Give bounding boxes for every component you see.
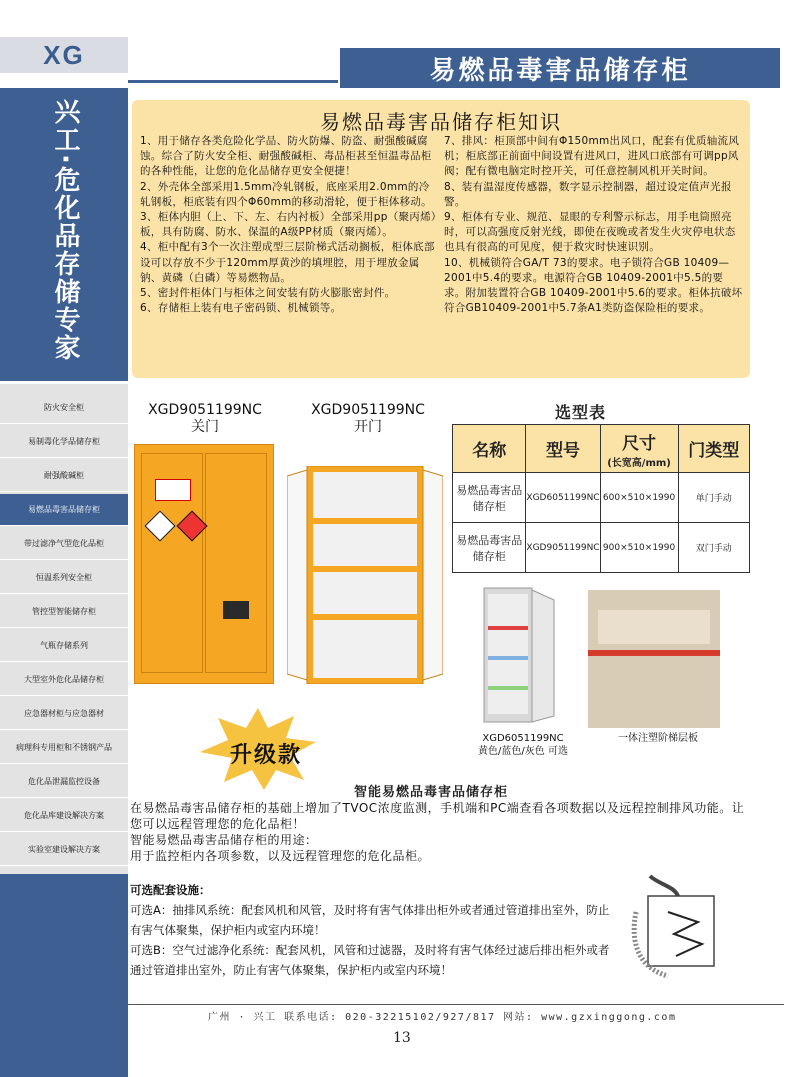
closed-model-label: [140, 402, 270, 436]
brand-logo: XG: [0, 37, 128, 73]
knowledge-right-text: 7、排风：柜顶部中间有Φ150mm出风口，配套有优质轴流风机；柜底部正前面中间设置有进风口，进风口底部有可调pp风阀；配有微电脑定时控开关，可任意控制风机开关时间。 8、装有温湿度传感器，数字显示控制器，超过设定值声光报警。 9、柜体有专业、规范、显眼的专利警示标志，用手电筒照亮时，可以高强度反射光线，即使在夜晚或者发生火灾停电状态也具有很高的可见度，便于救灾时快速识别。 10、机械锁符合GA/T 73的要求。电子锁符合GB 10409—2001中5.4的要求。电源符合GB 10409-2001中5.5的要求。附加装置符合GB 10409-2001中5.6的要求。柜体抗破坏符合GB10409-2001中5.7条A1类防盗保险柜的要求。: [444, 135, 743, 315]
electronic-lock-icon: [223, 601, 249, 619]
cell-name: 易燃品毒害品储存柜: [453, 473, 526, 523]
cell-model: XGD6051199NC: [526, 473, 600, 523]
shelf-edge: [588, 650, 720, 656]
open-state: 开门: [354, 419, 382, 435]
closed-model: XGD9051199NC: [148, 402, 262, 418]
table-row: [453, 523, 750, 573]
header-name: 名称: [453, 425, 526, 473]
option-b: 可选B：空气过滤净化系统：配套风机，风管和过滤器，及时将有害气体经过滤后排出柜外或者通过管道排出室外，防止有害气体聚集，保护柜内或室内环境！: [130, 943, 610, 977]
shelf-caption: 一体注塑阶梯层板: [618, 733, 698, 744]
sidebar-item-thermostat[interactable]: 恒温系列安全柜: [0, 562, 128, 594]
upgrade-badge: 升级款: [230, 743, 303, 768]
shelf-photo: [588, 590, 720, 728]
knowledge-title: 易燃品毒害品储存柜知识: [320, 110, 562, 134]
table-header-row: [453, 425, 750, 473]
knowledge-panel: [132, 100, 750, 378]
header-size-label: 尺寸: [622, 433, 657, 454]
selection-table: [452, 424, 750, 573]
open-model-label: [298, 402, 438, 436]
smart-title: 智能易燃品毒害品储存柜: [354, 785, 509, 800]
footer-rule: [128, 1004, 784, 1005]
header-model: 型号: [526, 425, 600, 473]
small-cabinet-colors: 黄色/蓝色/灰色 可选: [478, 746, 568, 757]
cell-door: 双门手动: [678, 523, 749, 573]
sidebar-item-precursor[interactable]: 易制毒化学品储存柜: [0, 426, 128, 458]
cell-size: 900×510×1990: [600, 523, 678, 573]
sidebar-item-smart[interactable]: 管控型智能储存柜: [0, 596, 128, 628]
sidebar-item-fireproof[interactable]: 防火安全柜: [0, 392, 128, 424]
sidebar-item-flammable[interactable]: 易燃品毒害品储存柜: [0, 494, 128, 526]
option-a: 可选A：抽排风系统：配套风机和风管，及时将有害气体排出柜外或者通过管道排出室外，防止有害气体聚集，保护柜内或室内环境！: [130, 903, 610, 937]
warning-label: [155, 479, 191, 501]
small-cabinet-caption: [468, 732, 578, 758]
sidebar-item-pathology[interactable]: 病理科专用柜和不锈钢产品: [0, 732, 128, 764]
closed-state: 关门: [191, 419, 219, 435]
small-cabinet-photo: [480, 586, 560, 726]
sidebar-item-cylinder[interactable]: 气瓶存储系列: [0, 630, 128, 662]
sidebar-nav: [0, 384, 128, 874]
vertical-title: 兴工·危化品存储专家: [50, 98, 80, 362]
open-model: XGD9051199NC: [311, 402, 425, 418]
footer-contact: 广州 · 兴工 联系电话: 020-32215102/927/817 网站: www.gzxinggong.com: [208, 1012, 677, 1023]
header-door: 门类型: [678, 425, 749, 473]
right-door: [205, 453, 267, 673]
selection-title: 选型表: [555, 403, 607, 422]
cabinet-open-image: [287, 466, 443, 684]
cell-model: XGD9051199NC: [526, 523, 600, 573]
knowledge-left-text: 1、用于储存各类危险化学品、防火防爆、防盗、耐强酸碱腐蚀。综合了防火安全柜、耐强酸碱柜、毒品柜甚至恒温毒品柜的各种性能，让您的危化品储存更安全便捷！ 2、外壳体全部采用1.5mm冷轧钢板，底座采用2.0mm的冷轧钢板，柜底装有四个Φ60mm的移动滑轮，便于柜体移动。 3、柜体内胆（上、下、左、右内衬板）全部采用pp（聚丙烯）板，具有防腐、防水、保温的A级PP材质（聚丙烯）。 4、柜中配有3个一次注塑成型三层阶梯式活动搁板，柜体底部设可以存放不少于120mm厚黄沙的填埋腔，用于埋放金属钠、黄磷（白磷）等易燃物品。 5、密封件柜体门与柜体之间安装有防火膨胀密封件。 6、存储柜上装有电子密码锁、机械锁等。: [140, 135, 437, 315]
sidebar-bottom: [0, 874, 128, 1077]
table-row: [453, 473, 750, 523]
header-rule: [128, 80, 338, 83]
exhaust-diagram-icon: [628, 872, 728, 980]
shelf-steps: [598, 610, 710, 644]
page-number: 13: [393, 1030, 411, 1046]
sidebar-item-outdoor[interactable]: 大型室外危化品储存柜: [0, 664, 128, 696]
small-cabinet-model: XGD6051199NC: [482, 733, 564, 744]
cell-door: 单门手动: [678, 473, 749, 523]
cell-size: 600×510×1990: [600, 473, 678, 523]
cabinet-closed-image: [134, 444, 274, 684]
smart-text: 在易燃品毒害品储存柜的基础上增加了TVOC浓度监测，手机端和PC端查看各项数据以及远程控制排风功能。让您可以远程管理您的危化品柜！ 智能易燃品毒害品储存柜的用途： 用于监控柜内各项参数，以及远程管理您的危化品柜。: [130, 801, 745, 863]
sidebar-item-lab[interactable]: 实验室建设解决方案: [0, 834, 128, 866]
sidebar-item-leak[interactable]: 危化品泄漏监控设备: [0, 766, 128, 798]
sidebar-item-emergency[interactable]: 应急器材柜与应急器材: [0, 698, 128, 730]
page-title: 易燃品毒害品储存柜: [340, 48, 780, 88]
sidebar-item-acid[interactable]: 耐强酸碱柜: [0, 460, 128, 492]
sidebar-item-warehouse[interactable]: 危化品库建设解决方案: [0, 800, 128, 832]
sidebar-item-filter[interactable]: 带过滤净气型危化品柜: [0, 528, 128, 560]
options-title: 可选配套设施：: [130, 883, 211, 897]
cell-name: 易燃品毒害品储存柜: [453, 523, 526, 573]
header-size-unit: (长宽高/mm): [607, 457, 671, 469]
header-size: [600, 425, 678, 473]
options-section: [130, 880, 620, 980]
